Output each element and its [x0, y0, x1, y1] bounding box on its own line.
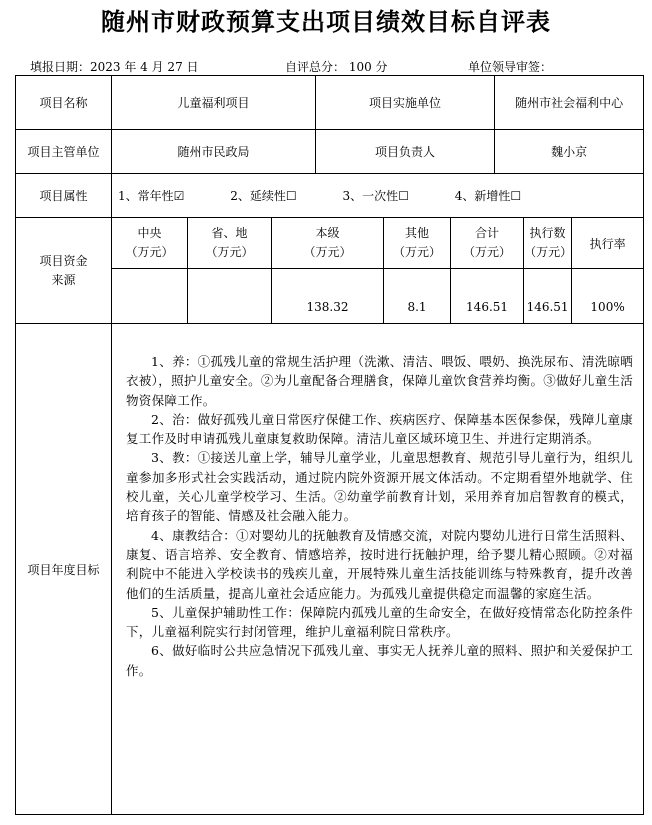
- goal-paragraph: 4、康教结合：①对婴幼儿的抚触教育及情感交流，对院内婴幼儿进行日常生活照料、康复、语言培养、安全教育、情感培养，按时进行抚触护理，给予婴儿精心照顾。②对福利院中不能进入学校读书的残疾儿童，开展特殊儿童生活技能训练与特殊教育，提升改善他们的生活质量，提高儿童社会适应能力。为孤残儿童提供稳定而温馨的家庭生活。: [126, 527, 634, 601]
- header-exec-rate: 执行率: [572, 218, 644, 269]
- value-owner: 魏小京: [495, 130, 644, 174]
- evaluation-table: [15, 75, 644, 815]
- value-other: 8.1: [384, 269, 451, 324]
- label-supervisor: 项目主管单位: [16, 130, 112, 174]
- header-provincial: 省、地 （万元）: [188, 218, 272, 269]
- label-annual-goals: 项目年度目标: [16, 324, 112, 815]
- annual-goals-text: [112, 324, 644, 815]
- value-local: 138.32: [272, 269, 384, 324]
- header-central: 中央 （万元）: [112, 218, 188, 269]
- header-executed: 执行数 （万元）: [524, 218, 572, 269]
- goal-paragraph: 6、做好临时公共应急情况下孤残儿童、事实无人抚养儿童的照料、照护和关爱保护工作。: [126, 643, 634, 678]
- leader-signoff: 单位领导审签：: [468, 60, 553, 74]
- row-supervisor: [16, 130, 644, 174]
- attribute-options: [112, 174, 644, 218]
- attr-option-new: 4、新增性☐: [454, 189, 522, 203]
- label-impl-unit: 项目实施单位: [316, 76, 495, 130]
- goal-paragraph: 1、养：①孤残儿童的常规生活护理（洗漱、清洁、喂饭、喂奶、换洗尿布、清洗晾晒衣被），照护儿童安全。②为儿童配备合理膳食，保障儿童饮食营养均衡。③做好儿童生活物资保障工作。: [126, 354, 634, 408]
- fund-source-line2: 来源: [51, 272, 76, 287]
- label-attribute: 项目属性: [16, 174, 112, 218]
- value-provincial: [188, 269, 272, 324]
- form-title: 随州市财政预算支出项目绩效目标自评表: [101, 7, 551, 36]
- attr-option-onetime: 3、一次性☐: [342, 189, 409, 203]
- value-executed: 146.51: [524, 269, 572, 324]
- value-total: 146.51: [451, 269, 524, 324]
- self-eval-score: 自评总分： 100 分: [285, 60, 388, 74]
- label-owner: 项目负责人: [316, 130, 495, 174]
- attr-option-continuing: 2、延续性☐: [230, 189, 297, 203]
- attr-option-annual: 1、常年性☑: [118, 189, 185, 203]
- row-annual-goals: [16, 324, 644, 815]
- row-project-name: [16, 76, 644, 130]
- row-attribute: [16, 174, 644, 218]
- goal-paragraph: 5、儿童保护辅助性工作：保障院内孤残儿童的生命安全，在做好疫情常态化防控条件下，儿童福利院实行封闭管理，维护儿童福利院日常秩序。: [126, 604, 634, 640]
- value-supervisor: 随州市民政局: [112, 130, 316, 174]
- header-total: 合计 （万元）: [451, 218, 524, 269]
- value-exec-rate: 100%: [572, 269, 644, 324]
- fund-source-line1: 项目资金: [39, 253, 88, 268]
- label-project-name: 项目名称: [16, 76, 112, 130]
- goal-paragraph: 2、治：做好孤残儿童日常医疗保健工作、疾病医疗、保障基本医保参保，残障儿童康复工作及时申请孤残儿童康复救助保障。清洁儿童区域环境卫生、并进行定期消杀。: [126, 411, 634, 447]
- header-other: 其他 （万元）: [384, 218, 451, 269]
- label-fund-source: [16, 218, 112, 324]
- value-impl-unit: 随州市社会福利中心: [495, 76, 644, 130]
- row-funds-header: [16, 218, 644, 269]
- goal-paragraph: 3、教：①接送儿童上学，辅导儿童学业，儿童思想教育、规范引导儿童行为，组织儿童参加多形式社会实践活动，通过院内院外资源开展文体活动。不定期看望外地就学、住校儿童，关心儿童学校学习、生活。②幼童学前教育计划，采用养育加启智教育的模式，培育孩子的智能、情感及社会融入能力。: [126, 450, 634, 524]
- header-local: 本级 （万元）: [272, 218, 384, 269]
- fill-date: 填报日期：2023 年 4 月 27 日: [30, 60, 199, 74]
- value-project-name: 儿童福利项目: [112, 76, 316, 130]
- value-central: [112, 269, 188, 324]
